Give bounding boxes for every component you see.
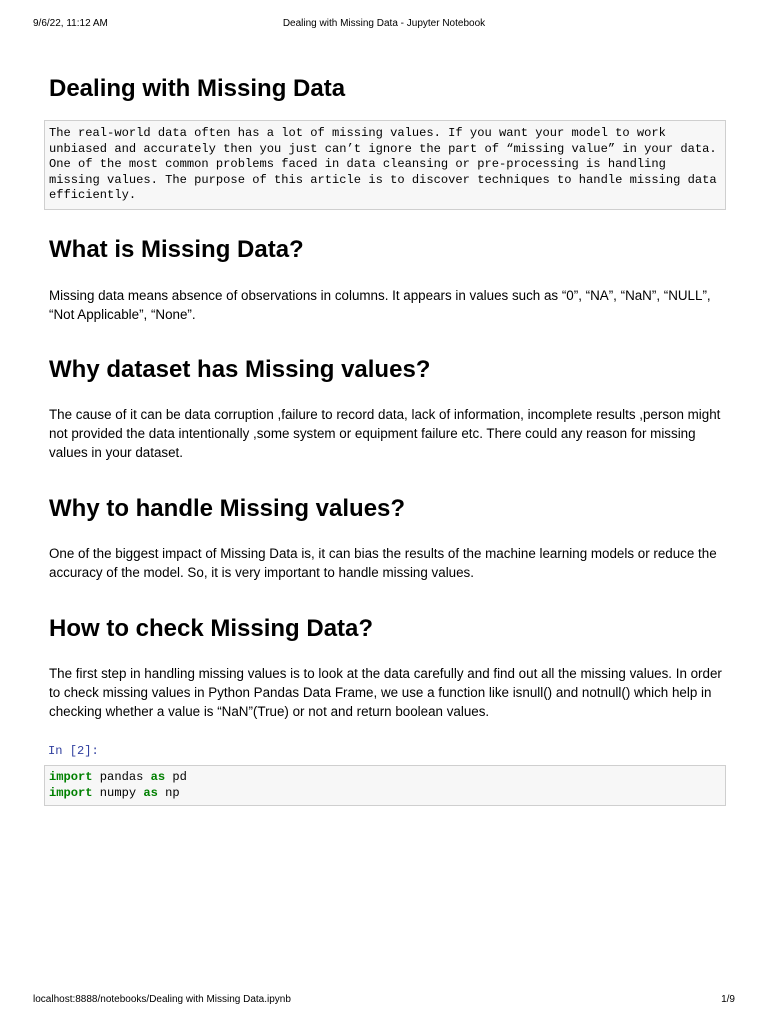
- section-heading-why-handle-missing: Why to handle Missing values?: [49, 495, 406, 522]
- code-module: numpy: [92, 785, 144, 800]
- print-url: localhost:8888/notebooks/Dealing with Missing Data.ipynb: [33, 994, 291, 1005]
- code-keyword: as: [150, 770, 166, 784]
- code-alias: pd: [165, 770, 187, 784]
- page-title: Dealing with Missing Data: [49, 75, 346, 102]
- intro-markdown-block[interactable]: The real-world data often has a lot of missing values. If you want your model to work unbiased and accurately then you just can’t ignore the part of “missing value” in your data. One of the most common problems faced in data cleansing or pre-processing is handling missing values. The purpose of this article is to discover techniques to handle missing data efficiently.: [44, 120, 726, 210]
- print-footer: [0, 993, 768, 1007]
- code-keyword: import: [49, 770, 93, 784]
- code-module: pandas: [92, 770, 151, 784]
- print-header: [0, 17, 768, 31]
- input-prompt: In [2]:: [48, 744, 99, 758]
- page-number: 1/9: [721, 994, 735, 1005]
- print-document-title: Dealing with Missing Data - Jupyter Notebook: [282, 18, 486, 29]
- code-keyword: as: [143, 785, 158, 800]
- section-heading-how-to-check: How to check Missing Data?: [49, 615, 374, 642]
- section-text-how-to-check: The first step in handling missing values is to look at the data carefully and find out all the missing values. In order to check missing values in Python Pandas Data Frame, we use a function like isnull() and notnull() which help in checking whether a value is “NaN”(True) or not and return boolean values.: [49, 666, 722, 719]
- code-alias: np: [157, 785, 180, 800]
- code-keyword: import: [49, 785, 93, 800]
- print-date: 9/6/22, 11:12 AM: [33, 18, 108, 29]
- section-heading-what-is-missing-data: What is Missing Data?: [49, 236, 304, 263]
- section-text-why-handle-missing: One of the biggest impact of Missing Data is, it can bias the results of the machine learning models or reduce the accuracy of the model. So, it is very important to handle missing values.: [49, 546, 717, 580]
- code-line: [49, 786, 721, 802]
- section-heading-why-dataset-has-missing: Why dataset has Missing values?: [49, 356, 431, 383]
- code-line: [49, 770, 721, 786]
- code-cell[interactable]: [44, 765, 726, 806]
- section-text-what-is-missing-data: Missing data means absence of observations in columns. It appears in values such as “0”, “NA”, “NaN”, “NULL”, “Not Applicable”, “None”.: [49, 288, 711, 322]
- section-text-why-dataset-has-missing: The cause of it can be data corruption ,failure to record data, lack of information, incomplete results ,person might not provided the data intentionally ,some system or equipment failure etc. There could any reason for missing values in your dataset.: [49, 407, 721, 460]
